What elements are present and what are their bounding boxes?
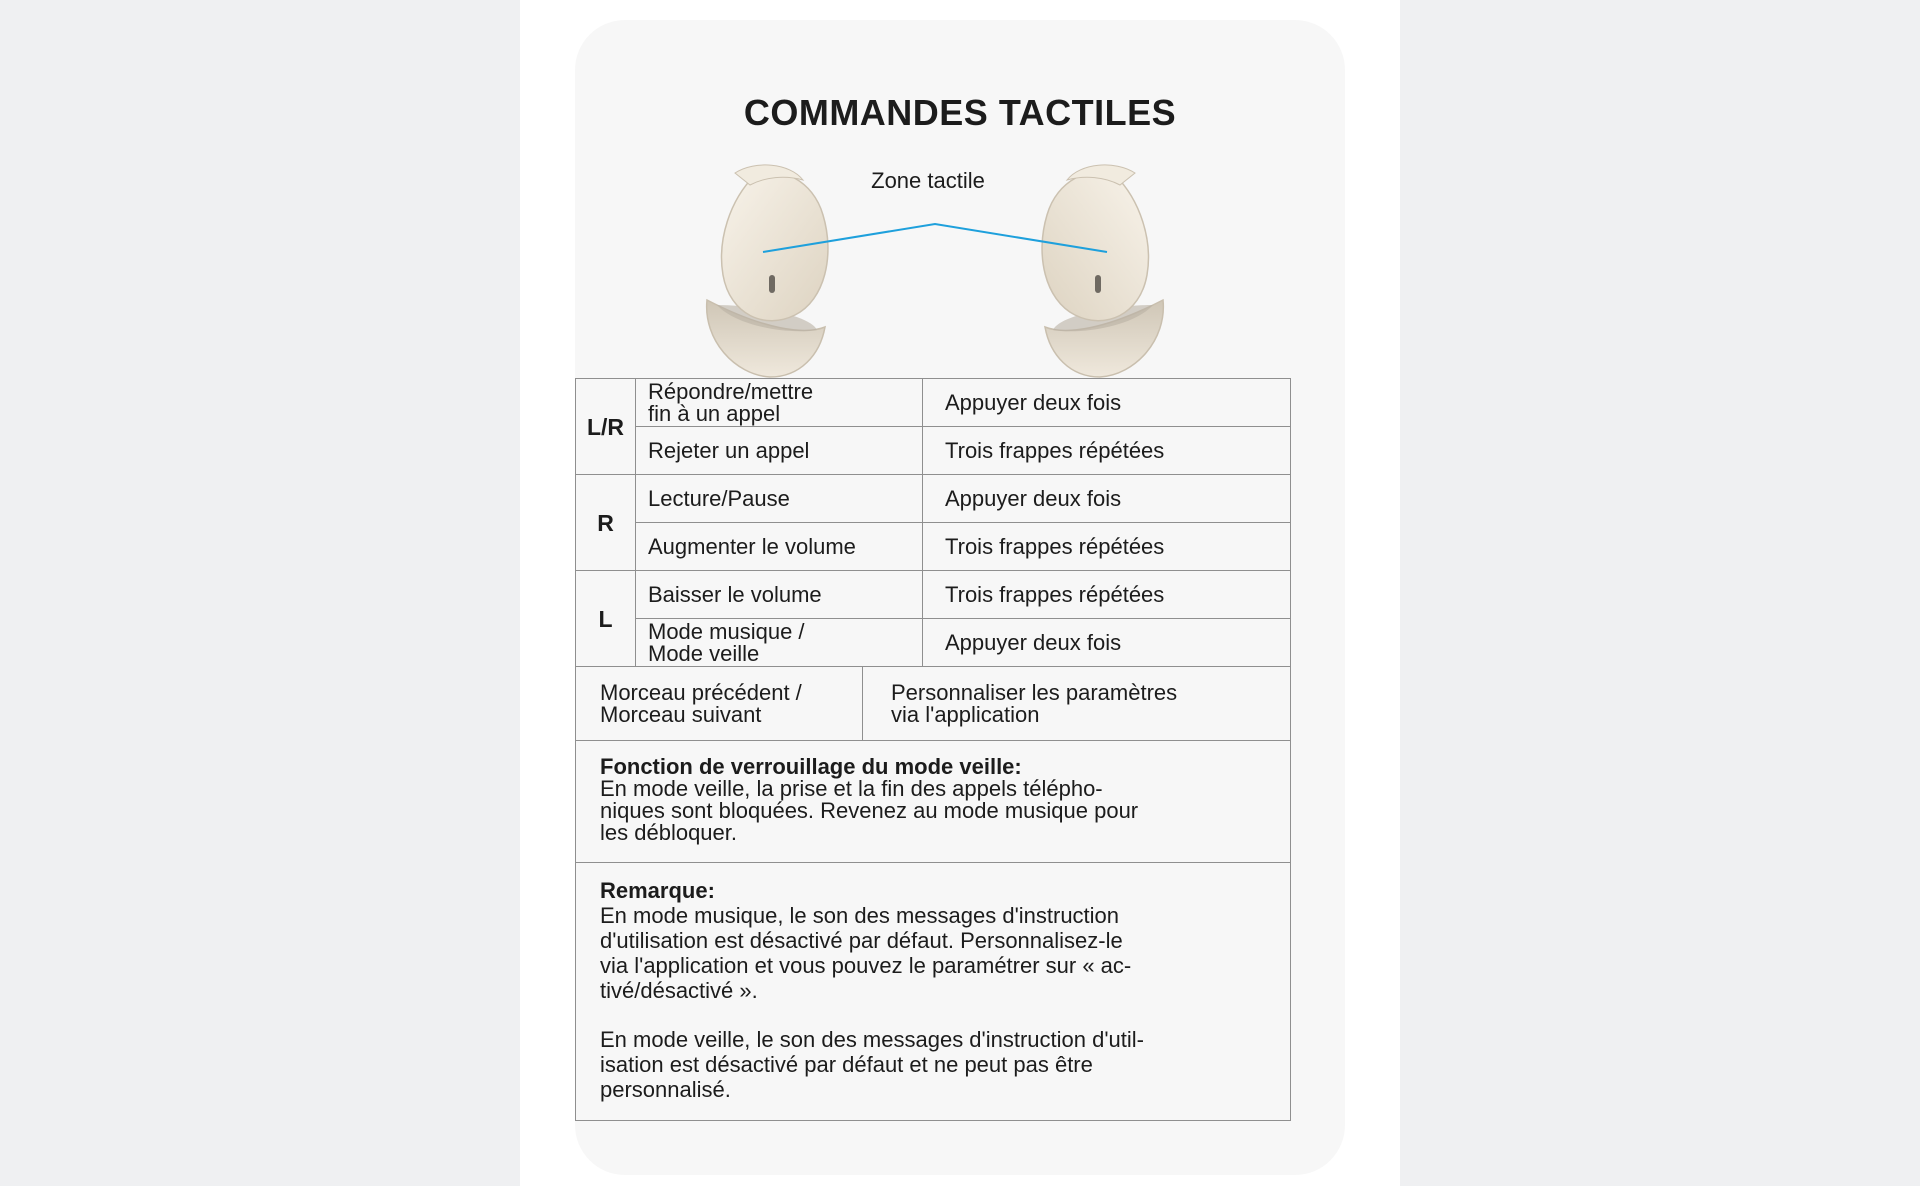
action-cell: Lecture/Pause: [636, 475, 923, 523]
table-row: [576, 571, 1291, 619]
note-box: [576, 863, 1291, 1121]
table-row: [576, 523, 1291, 571]
action-cell: Rejeter un appel: [636, 427, 923, 475]
note-paragraph: En mode veille, le son des messages d'instruction d'util- isation est désactivé par défaut et ne peut pas être personnalisé.: [600, 1027, 1145, 1102]
table-row: [576, 427, 1291, 475]
lock-heading: Fonction de verrouillage du mode veille:: [600, 754, 1022, 779]
side-label: L: [576, 571, 636, 667]
table-row: [576, 475, 1291, 523]
side-label: R: [576, 475, 636, 571]
gesture-cell: Trois frappes répétées: [923, 427, 1291, 475]
note-paragraph: En mode musique, le son des messages d'instruction d'utilisation est désactivé par défaut. Personnalisez-le via l'application et vous pouvez le paramétrer sur « ac- tivé/désactivé ».: [600, 903, 1132, 1003]
left-earbud: [707, 165, 828, 377]
gesture-cell: Trois frappes répétées: [923, 571, 1291, 619]
table-row: [576, 741, 1291, 863]
table-row: [576, 619, 1291, 667]
note-heading: Remarque:: [600, 878, 715, 903]
action-cell: Mode musique / Mode veille: [636, 619, 923, 667]
right-earbud: [1042, 165, 1163, 377]
custom-setting-cell: Personnaliser les paramètres via l'application: [863, 667, 1291, 741]
table-row: [576, 863, 1291, 1121]
gesture-cell: Appuyer deux fois: [923, 475, 1291, 523]
touch-controls-table: [575, 378, 1291, 1121]
action-cell: Baisser le volume: [636, 571, 923, 619]
side-label: L/R: [576, 379, 636, 475]
gesture-cell: Appuyer deux fois: [923, 619, 1291, 667]
action-cell: Augmenter le volume: [636, 523, 923, 571]
custom-action-cell: Morceau précédent / Morceau suivant: [576, 667, 863, 741]
gesture-cell: Trois frappes répétées: [923, 523, 1291, 571]
lock-text: En mode veille, la prise et la fin des appels télépho- niques sont bloquées. Revenez au mode musique pour les débloquer.: [600, 776, 1139, 845]
action-cell: Répondre/mettre fin à un appel: [636, 379, 923, 427]
lock-function-box: [576, 741, 1291, 863]
gesture-cell: Appuyer deux fois: [923, 379, 1291, 427]
page-title: COMMANDES TACTILES: [743, 92, 1177, 133]
touch-zone-label: Zone tactile: [871, 168, 985, 193]
table-row: [576, 379, 1291, 427]
table-row: [576, 667, 1291, 741]
